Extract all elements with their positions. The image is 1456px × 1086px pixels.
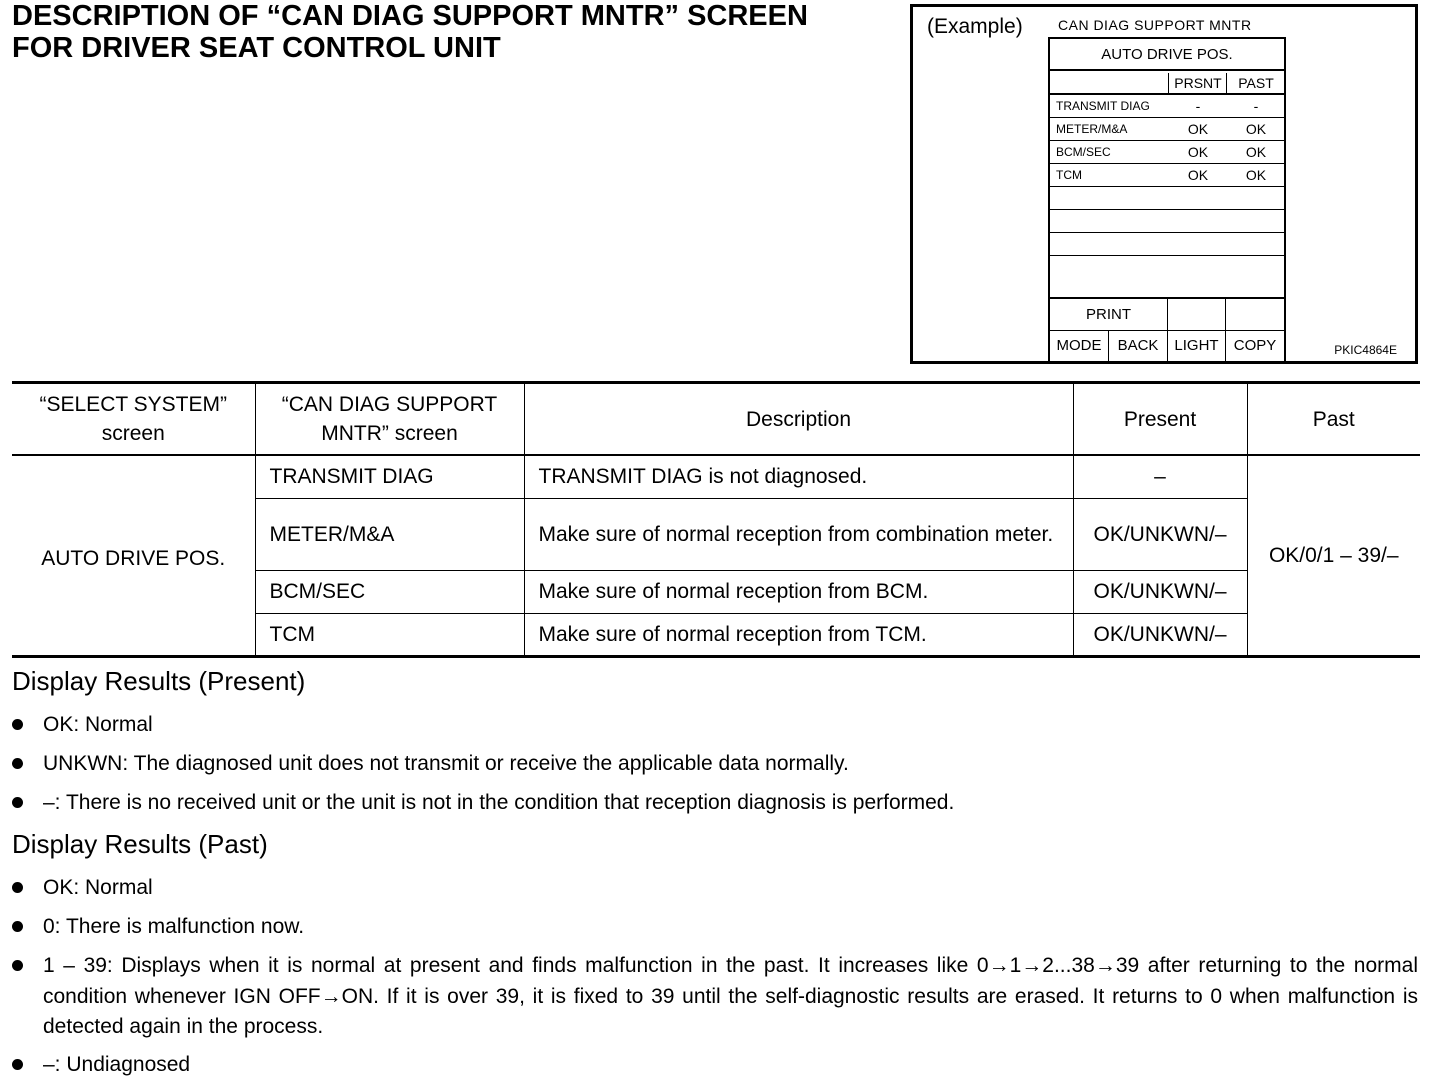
screen-empty-row (1050, 187, 1284, 210)
header-description: Description (524, 383, 1073, 456)
example-label: (Example) (927, 15, 1023, 38)
screen-empty-row (1050, 256, 1284, 279)
can-diag-table (12, 381, 1420, 658)
print-button[interactable]: PRINT (1050, 299, 1168, 330)
header-can-diag: “CAN DIAG SUPPORT MNTR” screen (255, 383, 524, 456)
list-item-text: 0: There is malfunction now. (43, 915, 305, 938)
screen-row (1050, 95, 1284, 118)
list-item-text: OK: Normal (43, 876, 153, 899)
list-item (12, 873, 1418, 904)
cell-description: Make sure of normal reception from TCM. (524, 613, 1073, 656)
bullet-icon (12, 1059, 23, 1070)
bullet-icon (12, 719, 23, 730)
back-button[interactable]: BACK (1109, 331, 1168, 361)
cell-item: METER/M&A (255, 498, 524, 570)
screen-row (1050, 164, 1284, 187)
table-header-row (12, 383, 1420, 456)
screen-empty-row (1050, 210, 1284, 233)
light-button[interactable]: LIGHT (1168, 331, 1226, 361)
screen-row-name: METER/M&A (1056, 122, 1128, 136)
screen-header-past: PAST (1238, 75, 1274, 91)
example-figure (910, 4, 1418, 364)
screen-row-past: OK (1245, 144, 1267, 160)
screen-title: CAN DIAG SUPPORT MNTR (1058, 17, 1252, 33)
mode-button[interactable]: MODE (1050, 331, 1109, 361)
screen-row-past: OK (1245, 121, 1267, 137)
cell-past: OK/0/1 – 39/– (1247, 455, 1420, 656)
copy-button[interactable]: COPY (1233, 337, 1277, 354)
cell-description: TRANSMIT DIAG is not diagnosed. (524, 455, 1073, 498)
screen-row-name: BCM/SEC (1056, 145, 1111, 159)
screen-row-past: OK (1245, 167, 1267, 183)
bullet-icon (12, 882, 23, 893)
header-past: Past (1247, 383, 1420, 456)
past-section-heading: Display Results (Past) (12, 829, 268, 859)
screen-column-header (1050, 71, 1284, 95)
list-item (12, 788, 1418, 819)
example-screen (1048, 37, 1286, 363)
page-title-line-1: DESCRIPTION OF “CAN DIAG SUPPORT MNTR” SCREEN (12, 0, 808, 32)
screen-row-present: OK (1187, 144, 1209, 160)
screen-row-name: TRANSMIT DIAG (1056, 99, 1150, 113)
cell-system: AUTO DRIVE POS. (12, 455, 255, 656)
screen-row-present: OK (1187, 121, 1209, 137)
cell-present: – (1073, 455, 1247, 498)
cell-present: OK/UNKWN/– (1073, 613, 1247, 656)
list-item (12, 912, 1418, 943)
present-section-heading: Display Results (Present) (12, 666, 306, 696)
list-item (12, 749, 1418, 780)
cell-item: BCM/SEC (255, 570, 524, 613)
cell-item: TCM (255, 613, 524, 656)
screen-button-area (1050, 297, 1284, 361)
screen-empty-row (1050, 233, 1284, 256)
list-item-text: –: There is no received unit or the unit is not in the condition that reception diagnosis is performed. (43, 791, 955, 814)
screen-system-name: AUTO DRIVE POS. (1050, 39, 1284, 71)
bullet-icon (12, 960, 23, 971)
screen-empty-button (1168, 299, 1226, 330)
page-title (12, 0, 902, 64)
screen-row (1050, 141, 1284, 164)
bullet-icon (12, 758, 23, 769)
screen-row (1050, 118, 1284, 141)
header-present: Present (1073, 383, 1247, 456)
list-item-text: –: Undiagnosed (43, 1053, 191, 1076)
screen-divider (1226, 73, 1227, 95)
screen-row-present: OK (1187, 167, 1209, 183)
screen-empty-button (1226, 299, 1284, 330)
list-item (12, 951, 1418, 1043)
cell-present: OK/UNKWN/– (1073, 498, 1247, 570)
list-item-text: OK: Normal (43, 713, 153, 736)
table-row (12, 455, 1420, 498)
cell-description: Make sure of normal reception from combination meter. (524, 498, 1073, 570)
list-item-text: UNKWN: The diagnosed unit does not transmit or receive the applicable data normally. (43, 752, 849, 775)
header-select-system: “SELECT SYSTEM” screen (12, 383, 255, 456)
bullet-icon (12, 921, 23, 932)
screen-header-present: PRSNT (1174, 75, 1222, 91)
list-item (12, 710, 1418, 741)
figure-code: PKIC4864E (1334, 343, 1397, 357)
list-item-text: 1 – 39: Displays when it is normal at present and finds malfunction in the past. It increases like 0→1→2...38→39 after returning to the normal condition whenever IGN OFF→ON. If it is over 39, it is fixed to 39 until the self-diagnostic results are erased. It returns to 0 when malfunction is detected again in the process. (43, 954, 1418, 1038)
cell-item: TRANSMIT DIAG (255, 455, 524, 498)
page-title-line-2: FOR DRIVER SEAT CONTROL UNIT (12, 32, 501, 64)
bullet-icon (12, 797, 23, 808)
screen-row-past: - (1253, 98, 1259, 114)
list-item (12, 1050, 1418, 1081)
screen-divider (1168, 73, 1169, 95)
cell-description: Make sure of normal reception from BCM. (524, 570, 1073, 613)
screen-row-name: TCM (1056, 168, 1082, 182)
cell-present: OK/UNKWN/– (1073, 570, 1247, 613)
screen-row-present: - (1195, 98, 1201, 114)
